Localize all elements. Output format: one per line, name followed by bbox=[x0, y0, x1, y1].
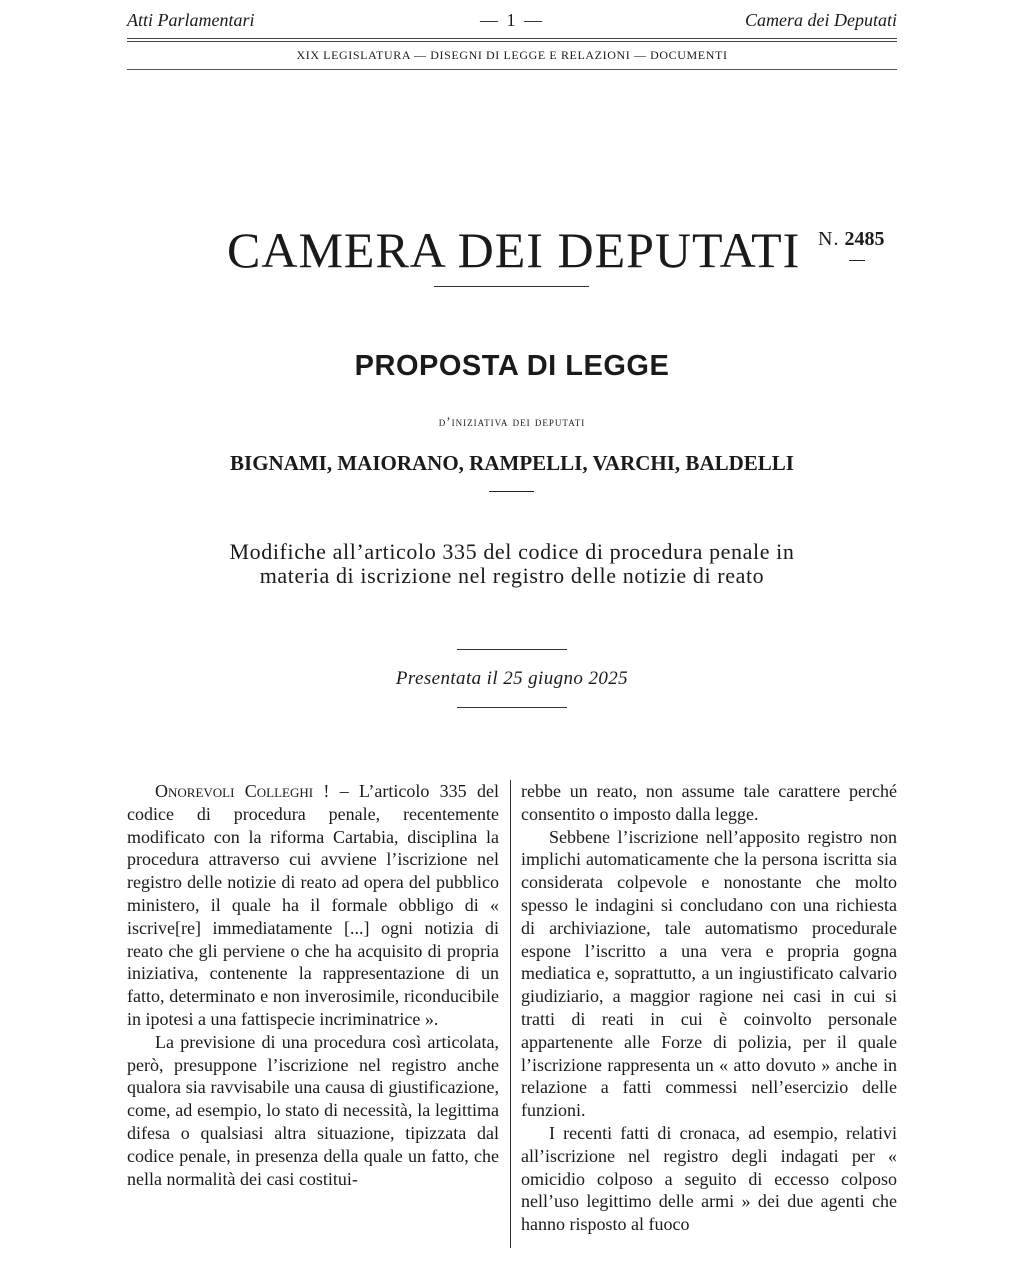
bill-number-label: N. bbox=[818, 228, 840, 250]
subheader-rule bbox=[127, 69, 897, 70]
bill-subject bbox=[160, 540, 864, 588]
presented-rule-top bbox=[457, 649, 567, 650]
body-column-right bbox=[521, 780, 897, 1236]
presented-rule-bottom bbox=[457, 707, 567, 708]
subject-line-2: materia di iscrizione nel registro delle notizie di reato bbox=[259, 563, 765, 588]
header-right: Camera dei Deputati bbox=[745, 10, 897, 30]
paragraph: La previsione di una procedura così articolata, però, presuppone l’iscrizione nel registro anche qualora sia ravvisabile una causa di giustificazione, come, ad esempio, lo stato di necessità, la legittima difesa o qualsiasi altra situazione, tipizzata dal codice penale, in presenza della quale un fatto, che nella normalità dei casi costitui- bbox=[127, 1031, 499, 1189]
bill-number-underline bbox=[849, 260, 865, 261]
paragraph: Sebbene l’iscrizione nell’apposito registro non implichi automaticamente che la persona iscritta sia considerata colpevole e nonostante che molto spesso le indagini si concludano con una richiesta di archiviazione, tale automatismo procedurale espone l’iscritto a una vera e propria gogna mediatica e, soprattutto, a un ingiustificato calvario giudiziario, a maggior ragione nei casi in cui si tratti di reati in cui è coinvolto personale appartenente alle Forze di polizia, per il quale l’iscrizione rappresenta un « atto dovuto » anche in relazione a fatti commessi nell’esercizio delle funzioni. bbox=[521, 826, 897, 1121]
header-rule-double bbox=[127, 41, 897, 42]
chamber-title: CAMERA DEI DEPUTATI bbox=[227, 222, 801, 278]
body-column-left bbox=[127, 780, 499, 1190]
subject-line-1: Modifiche all’articolo 335 del codice di procedura penale in bbox=[229, 539, 795, 564]
bill-number-value: 2485 bbox=[844, 228, 885, 250]
salutation: Onorevoli Colleghi ! bbox=[155, 781, 330, 801]
initiative-line: d’iniziativa dei deputati bbox=[438, 414, 586, 429]
bill-number bbox=[818, 228, 884, 250]
deputies-rule bbox=[489, 491, 534, 492]
chamber-rule bbox=[434, 286, 589, 287]
header-left: Atti Parlamentari bbox=[127, 10, 255, 30]
deputies-list: BIGNAMI, MAIORANO, RAMPELLI, VARCHI, BALDELLI bbox=[230, 451, 794, 475]
running-header bbox=[127, 8, 897, 32]
paragraph: I recenti fatti di cronaca, ad esempio, relativi all’iscrizione nel registro degli indagati per « omicidio colposo a seguito di eccesso colposo nell’uso legittimo delle armi » dei due agenti che hanno risposto al fuoco bbox=[521, 1122, 897, 1235]
header-rule bbox=[127, 38, 897, 39]
subheader: XIX LEGISLATURA — DISEGNI DI LEGGE E RELAZIONI — DOCUMENTI bbox=[296, 48, 728, 62]
page-number: — 1 — bbox=[480, 10, 544, 30]
presented-date: Presentata il 25 giugno 2025 bbox=[395, 668, 629, 689]
column-divider bbox=[510, 780, 511, 1248]
paragraph: rebbe un reato, non assume tale carattere perché consentito o imposto dalla legge. bbox=[521, 781, 897, 824]
document-type: PROPOSTA DI LEGGE bbox=[354, 350, 670, 382]
paragraph bbox=[127, 780, 499, 1031]
paragraph-text: – L’articolo 335 del codice di procedura penale, recentemente modificato con la riforma Cartabia, disciplina la procedura attraverso cui avviene l’iscrizione nel registro delle notizie di reato ad opera del pubblico ministero, il quale ha il formale obbligo di « iscrive[re] immediatamente [...] ogni notizia di reato che gli perviene o che ha acquisito di propria iniziativa, contenente la rappresentazione di un fatto, determinato e non inverosimile, riconducibile in ipotesi a una fattispecie incriminatrice ». bbox=[127, 781, 500, 1029]
